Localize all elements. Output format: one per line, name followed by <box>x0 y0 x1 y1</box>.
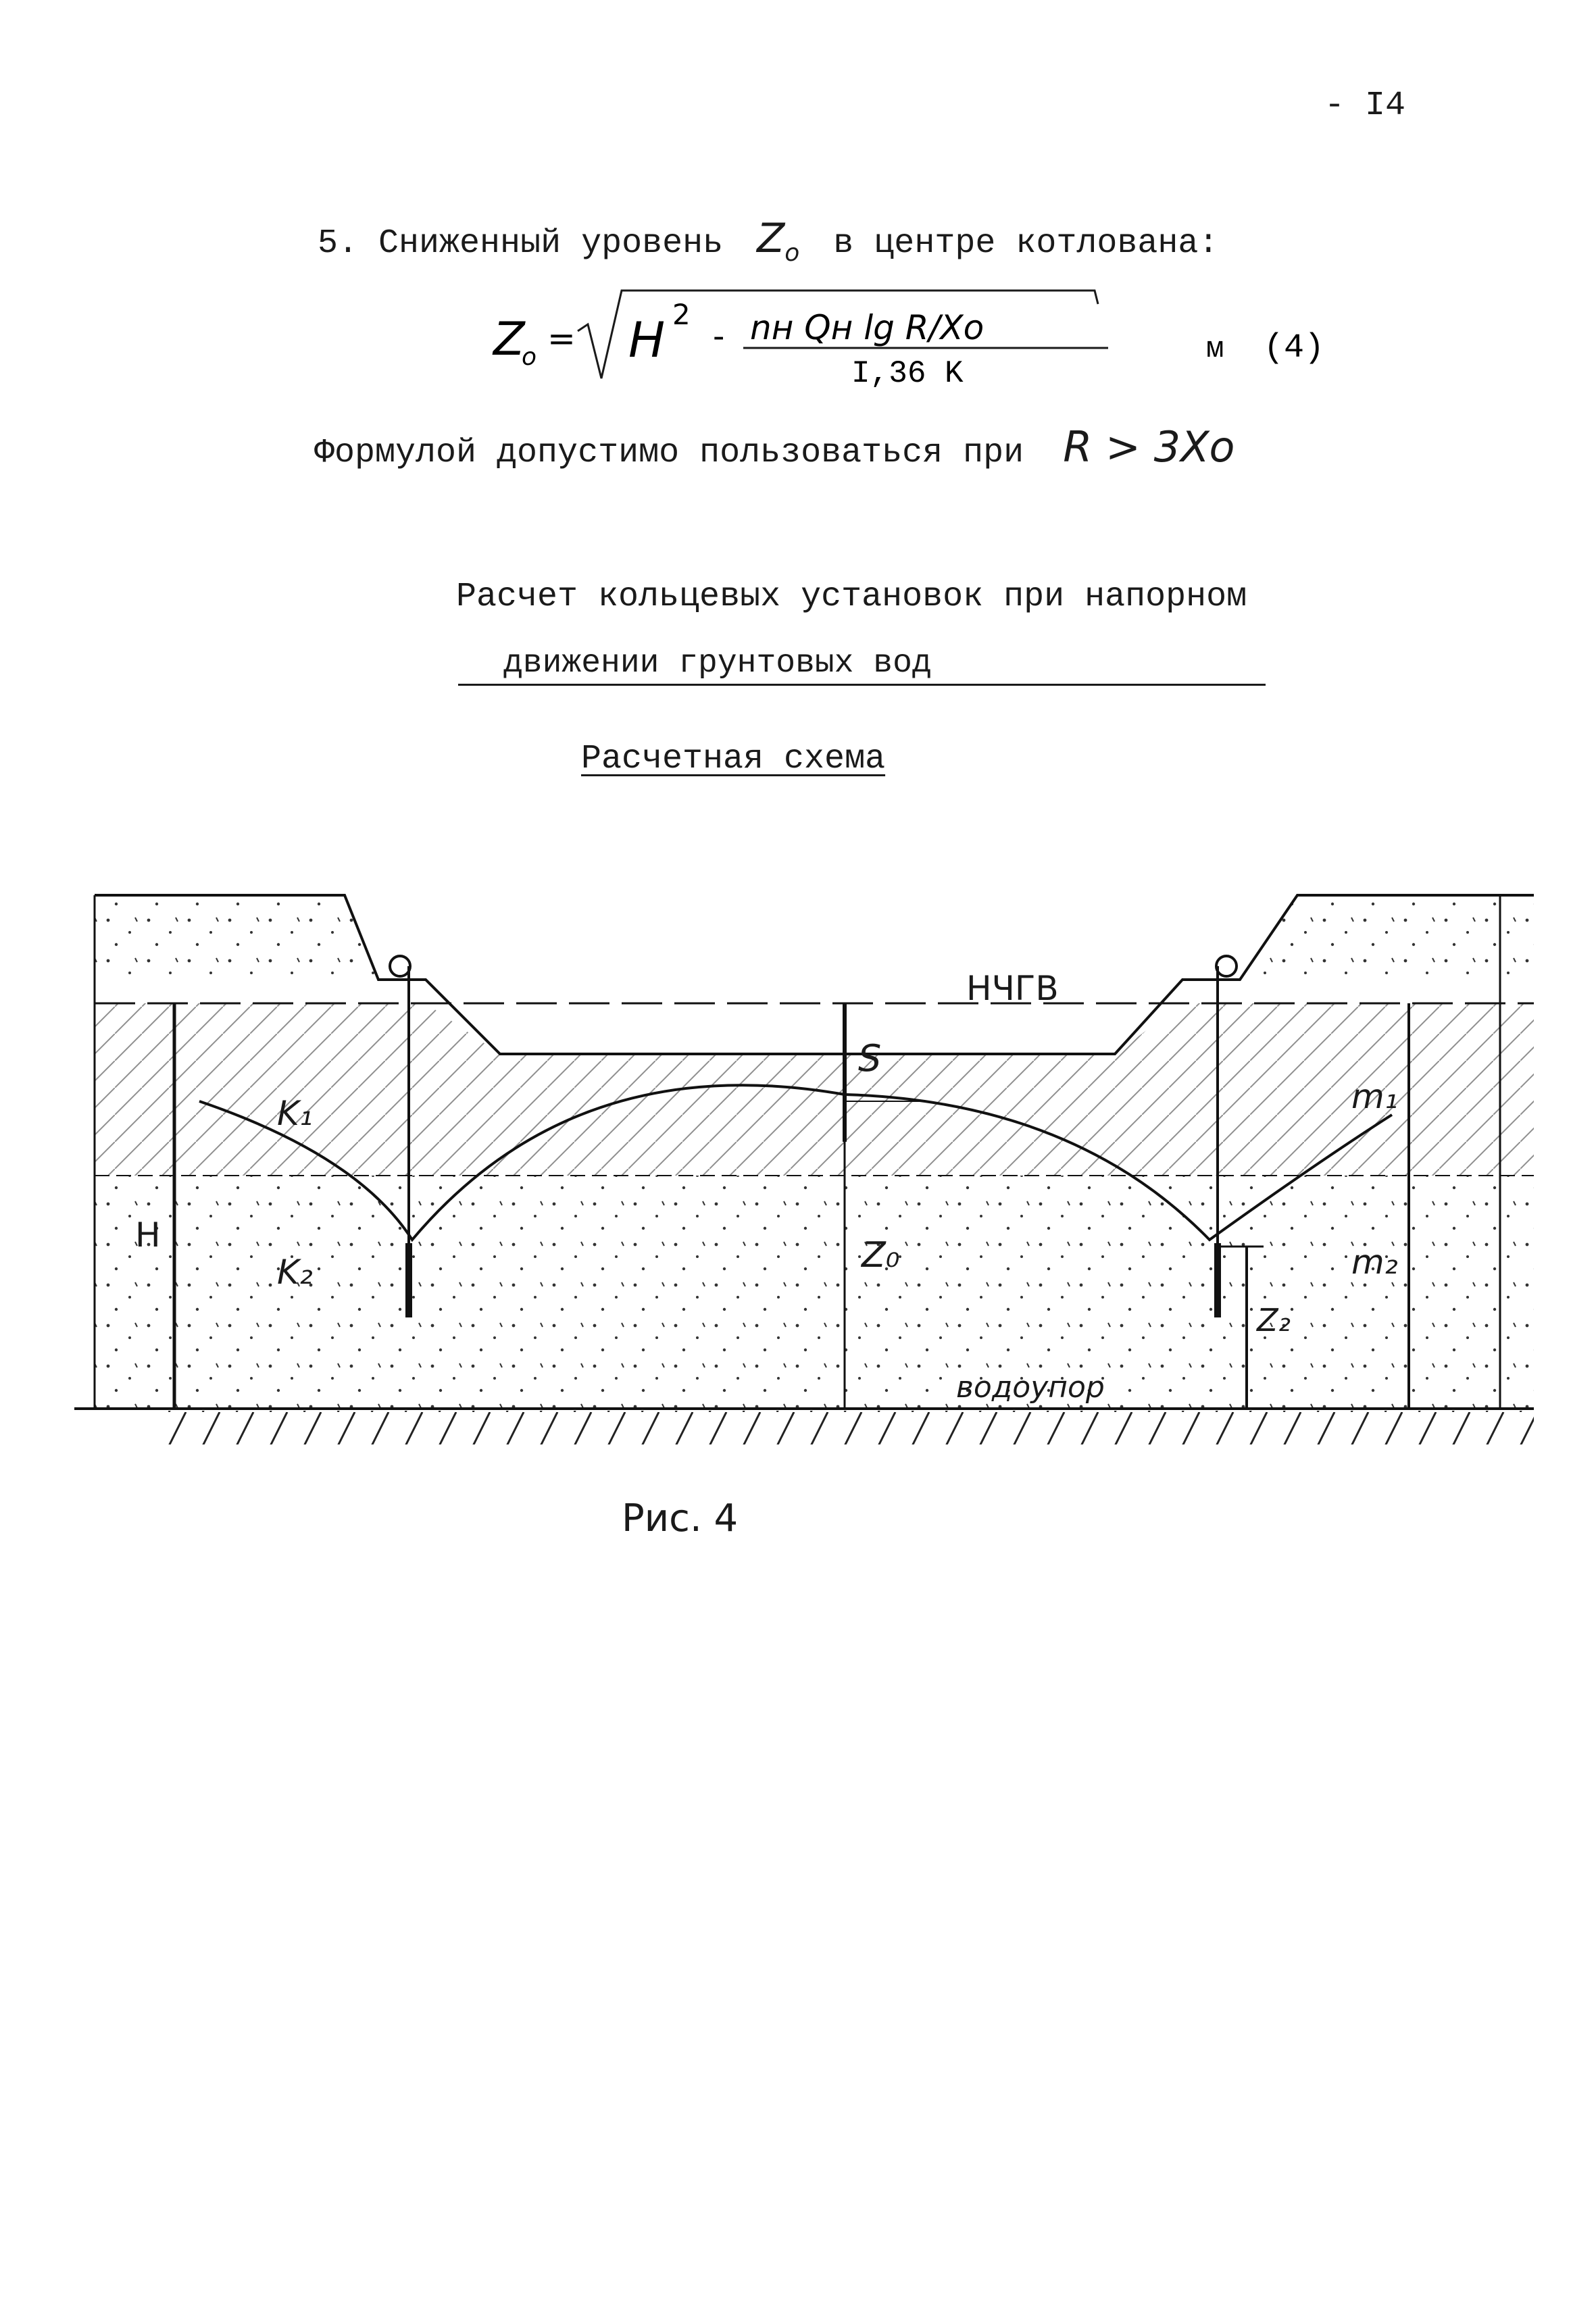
formula-H: H <box>628 311 666 368</box>
layer-k2-dots <box>95 1176 1534 1409</box>
condition-line <box>314 422 1235 472</box>
surface-soil-left <box>95 895 378 980</box>
label-drawdown: S <box>858 1037 882 1080</box>
formula-equals: = <box>547 319 576 358</box>
formula-lhs: Z <box>493 313 525 366</box>
formula-svg <box>487 277 1365 392</box>
item-text-before: Сниженный уровень <box>378 224 724 263</box>
aquiclude-hatch <box>162 1411 1534 1444</box>
formula-lhs-subscript: o <box>522 343 537 371</box>
item-number: 5. <box>318 224 359 263</box>
figure-caption: Рис. 4 <box>622 1496 739 1540</box>
section-title-underline <box>458 684 1266 686</box>
item-line <box>318 215 1218 267</box>
formula-power: 2 <box>672 298 691 331</box>
surface-soil-right <box>1240 895 1534 980</box>
formula-numerator: nн Qн lg R/Xo <box>750 308 984 347</box>
label-m1: m₁ <box>1351 1077 1398 1116</box>
label-k1: K₁ <box>277 1094 313 1133</box>
label-aquiclude: водоупор <box>956 1370 1105 1405</box>
formula-denominator: I,36 K <box>851 356 964 391</box>
item-text-after: в центре котлована: <box>833 224 1219 263</box>
label-m2: m₂ <box>1351 1242 1398 1282</box>
formula-unit: м <box>1206 332 1224 366</box>
page-number: - I4 <box>1324 86 1406 125</box>
calculation-scheme-diagram <box>61 872 1547 1480</box>
well-head-right <box>1216 956 1237 976</box>
formula <box>487 277 1365 392</box>
label-k2: K₂ <box>277 1253 313 1292</box>
formula-minus: - <box>713 318 725 355</box>
section-subtitle: Расчетная схема <box>581 740 886 778</box>
section-title-line1: Расчет кольцевых установок при напорном <box>456 578 1247 616</box>
label-head: H <box>135 1215 161 1255</box>
label-z0: Z₀ <box>862 1235 900 1276</box>
label-water-level: НЧГВ <box>966 969 1059 1008</box>
section-title-line2: движении грунтовых вод <box>503 645 932 682</box>
well-head-left <box>390 956 410 976</box>
item-symbol: $Z_o$ <box>757 215 800 267</box>
equation-number: (4) <box>1264 329 1325 368</box>
label-z2: Z₂ <box>1257 1302 1291 1338</box>
condition-expression: R > 3Xo <box>1063 422 1235 472</box>
condition-text: Формулой допустимо пользоваться при <box>314 434 1024 472</box>
